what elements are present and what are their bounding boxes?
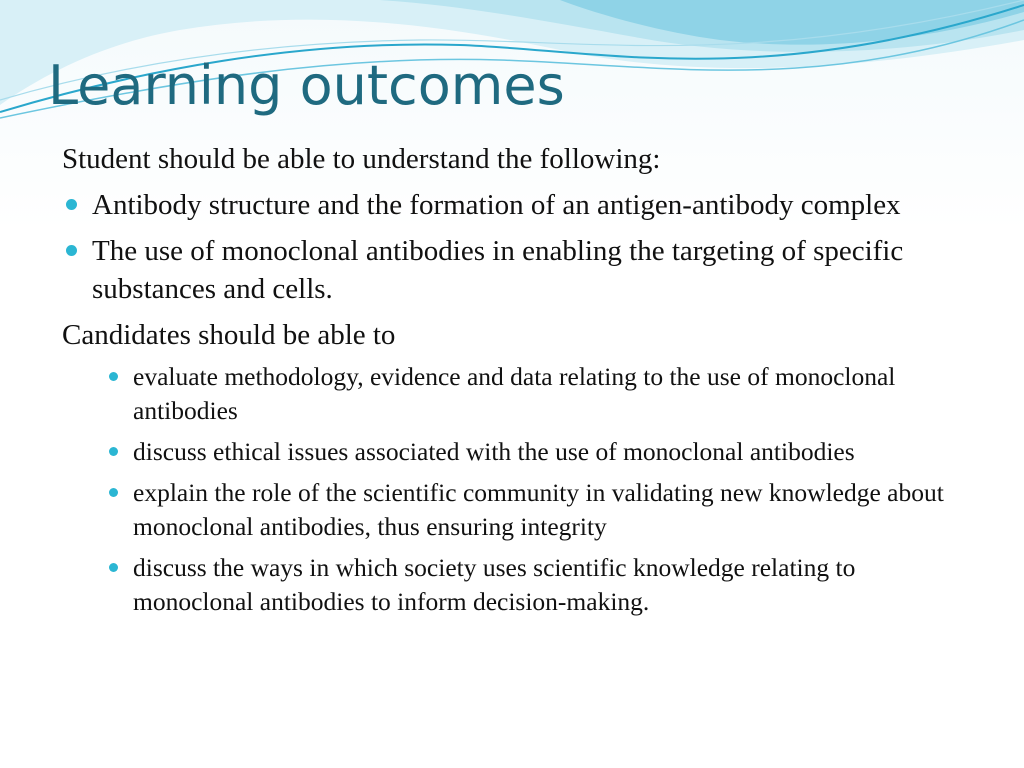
candidate-item	[106, 360, 972, 428]
candidate-item	[106, 476, 972, 544]
intro-text: Student should be able to understand the following:	[62, 143, 661, 175]
bullet-icon	[109, 372, 118, 381]
bullet-icon	[109, 447, 118, 456]
outcome-item	[62, 232, 972, 308]
candidate-text: discuss ethical issues associated with the use of monoclonal antibodies	[133, 437, 855, 466]
candidates-intro-text: Candidates should be able to	[62, 319, 396, 351]
bullet-icon	[109, 563, 118, 572]
candidate-list	[106, 360, 972, 619]
outcome-item	[62, 186, 972, 224]
slide-title: Learning outcomes	[48, 54, 565, 117]
candidate-item	[106, 551, 972, 619]
outcome-text: Antibody structure and the formation of an antigen-antibody complex	[92, 189, 901, 221]
candidate-item	[106, 435, 972, 469]
bullet-icon	[66, 245, 77, 256]
outcome-list	[62, 186, 972, 308]
candidate-text: evaluate methodology, evidence and data relating to the use of monoclonal antibodies	[133, 362, 896, 425]
candidate-text: explain the role of the scientific community in validating new knowledge about monoclonal antibodies, thus ensuring integrity	[133, 478, 944, 541]
bullet-icon	[109, 488, 118, 497]
slide-content	[62, 140, 972, 626]
bullet-icon	[66, 199, 77, 210]
outcome-text: The use of monoclonal antibodies in enabling the targeting of specific substances and cells.	[92, 235, 904, 305]
candidate-text: discuss the ways in which society uses scientific knowledge relating to monoclonal antibodies to inform decision-making.	[133, 553, 856, 616]
